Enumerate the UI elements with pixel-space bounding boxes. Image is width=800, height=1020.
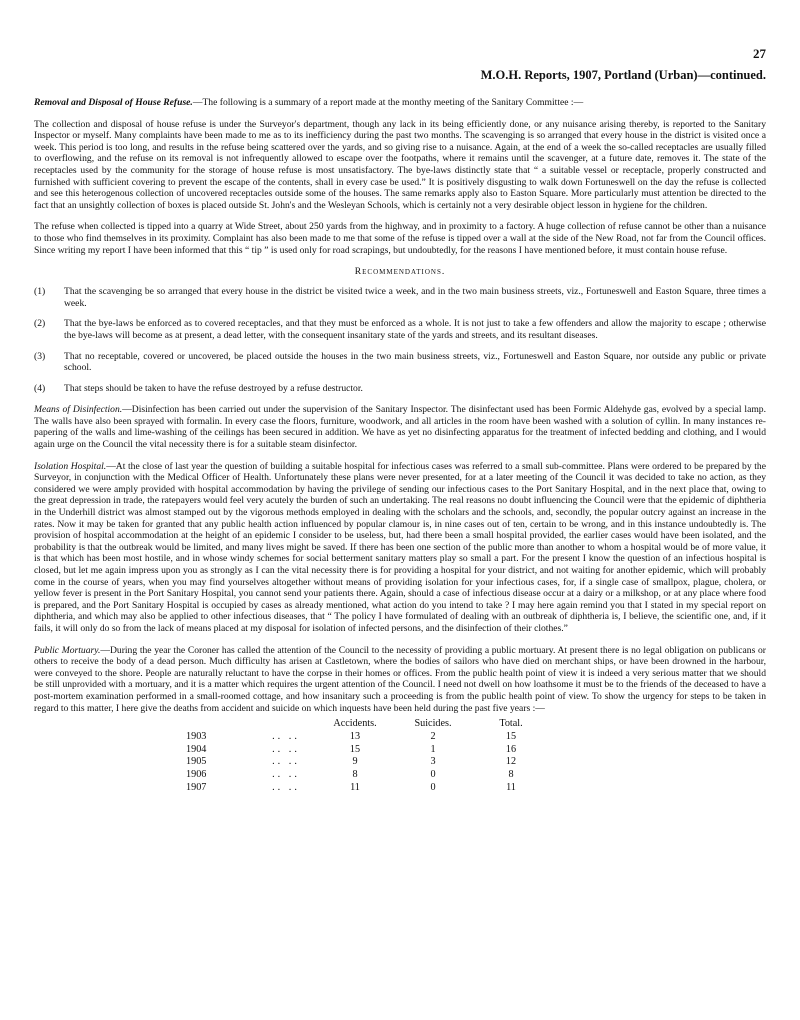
disinfection-paragraph [34, 404, 766, 450]
table-row [186, 782, 550, 795]
recommendation-number: (3) [34, 350, 46, 362]
table-row [186, 769, 550, 782]
year-cell: 1905 [186, 756, 207, 768]
total-cell: 15 [505, 731, 517, 743]
refuse-intro [34, 97, 766, 109]
disinfection-title: Means of Disinfection. [34, 404, 123, 416]
leader-dots: .. .. [272, 768, 300, 780]
accidents-column-header: Accidents. [333, 718, 377, 730]
suicides-cell: 0 [430, 768, 436, 780]
recommendations-heading: Recommendations. [354, 266, 446, 278]
table-row [186, 744, 550, 757]
total-cell: 12 [505, 756, 517, 768]
suicides-column-header: Suicides. [414, 718, 452, 730]
recommendation-item [34, 383, 766, 395]
refuse-paragraph-2: The refuse when collected is tipped into a quarry at Wide Street, about 250 yards from the highway, and in proximity to a factory. A huge collection of refuse cannot be other than a nuisance to those who find themselves in its proximity. Complaint has also been made to me that some of the refuse is tipped over a wall at the side of the New Road, not far from the Council offices. Since writing my report I have been informed that this “ tip ” is used only for road scrapings, but undoubtedly, for the reasons I have mentioned before, it must contain house refuse. [34, 221, 766, 256]
recommendation-text: That steps should be taken to have the refuse destroyed by a refuse destructor. [64, 382, 363, 394]
total-cell: 16 [505, 743, 517, 755]
isolation-paragraph [34, 461, 766, 635]
year-cell: 1903 [186, 731, 207, 743]
deaths-table [186, 718, 550, 794]
leader-dots: .. .. [272, 731, 300, 743]
recommendation-item [34, 318, 766, 341]
document-page [34, 12, 766, 794]
leader-column-header [256, 718, 316, 731]
total-cell: 8 [508, 768, 514, 780]
year-cell: 1907 [186, 781, 207, 793]
suicides-cell: 2 [430, 731, 436, 743]
recommendation-text: That the scavenging be so arranged that every house in the district be visited twice a week, and in the two main business streets, viz., Fortuneswell and Easton Square, three times a week. [64, 286, 766, 309]
recommendation-number: (1) [34, 286, 46, 298]
refuse-intro-text: —The following is a summary of a report made at the monthy meeting of the Sanitary Committee :— [192, 97, 584, 108]
suicides-cell: 1 [430, 743, 436, 755]
leader-dots: .. .. [272, 781, 300, 793]
isolation-title: Isolation Hospital. [34, 460, 107, 472]
mortuary-paragraph [34, 645, 766, 715]
disinfection-text: —Disinfection has been carried out under the supervision of the Sanitary Inspector. The disinfectant used has been Formic Aldehyde gas, evolved by a special lamp. The walls have also been sprayed with formalin. In every case the floors, furniture, woodwork, and all articles in the room have been washed with a solution of cyllin. In many instances re-papering of the walls and lime-washing of the ceilings has been secured in addition. We have as yet no disinfecting apparatus for the treatment of infected bedding and clothing, and I would again urge on the Council the vital necessity there is for a suitable steam disinfector. [34, 404, 766, 451]
total-column-header: Total. [499, 718, 523, 730]
year-cell: 1906 [186, 768, 207, 780]
deaths-table-header [186, 718, 550, 731]
running-head: M.O.H. Reports, 1907, Portland (Urban)—continued. [480, 68, 766, 82]
recommendation-item [34, 351, 766, 374]
accidents-cell: 8 [352, 768, 358, 780]
table-row [186, 756, 550, 769]
recommendation-number: (4) [34, 382, 46, 394]
table-row [186, 731, 550, 744]
accidents-cell: 13 [349, 731, 361, 743]
recommendation-text: That the bye-laws be enforced as to covered receptacles, and that they must be enforced as a whole. It is not just to take a few offenders and allow the majority to escape ; otherwise the bye-laws will become as at present, a dead letter, with the consequent insanitary state of the yards and streets, and its resultant diseases. [64, 318, 766, 341]
refuse-paragraph-1: The collection and disposal of house refuse is under the Surveyor's department, though any lack in its being efficiently done, or any nuisance arising thereby, is reported to the Sanitary Inspector or myself. Many complaints have been made to me as to its inefficiency during the past two months. The scavenging is so arranged that every house in the district is visited once a week. This period is too long, and results in the refuse being scattered over the yards, and so giving rise to a nuisance. Again, at the end of a week the so-called receptacles are usually filled to overflowing, and the refuse on its removal is not infrequently allowed to escape over the footpaths, where it remains until the scavenger, at a future date, removes it. The state of the receptacles used by the community for the storage of house refuse is most unsatisfactory. The bye-laws distinctly state that “ a suitable vessel or receptacle, properly constructed and furnished with sufficient covering to prevent the escape of the contents, shall in every case be used.” It is positively disgusting to walk down Fortuneswell on the day the refuse is collected and see this heterogenous collection of uncovered receptacles outside some of the houses. The same remarks apply also to Easton Square. More particularly must attention be directed to the fact that an unsightly collection of boxes is placed outside St. John's and the Wesleyan Schools, which is certainly not a very desirable object lesson in hygiene for the children. [34, 118, 766, 211]
recommendation-number: (2) [34, 318, 46, 330]
total-cell: 11 [506, 781, 516, 793]
suicides-cell: 0 [430, 781, 436, 793]
accidents-cell: 15 [349, 743, 361, 755]
accidents-cell: 11 [350, 781, 360, 793]
isolation-text: —At the close of last year the question of building a suitable hospital for infectious cases was referred to a small sub-committee. Plans were ordered to be prepared by the Surveyor, in conjunction with the Medical Officer of Health. Unfortunately these plans were never presented, for at a later meeting of the Council it was decided to take no action, as they considered we were amply provided with hospital accommodation by having the privilege of sending our infectious cases to the Port Sanitary Hospital, and in the next place that, owing to the great depression in trade, the ratepayers would feel very acutely the burden of such an undertaking. The real reasons no doubt influencing the Council were that the epidemic of diphtheria in the Underhill district was almost stamped out by the vigorous methods employed in dealing with the scholars and the schools, and, secondly, the popular outcry against an increase in the rates. Now it may be taken for granted that any public health action influenced by popular clamour is, in nine cases out of ten, certain to be wrong, and in this instance undoubtedly is. The provision of hospital accommodation at the height of an epidemic I consider to be useless, but, had there been a small hospital provided, the earlier cases would have been isolated, and the probability is that the outbreak would be limited, and many lives might be saved. If there has been one section of the public more than another to whom a hospital would be of more value, it is that which has been most hostile, and in whose windy schemes for social betterment sanitary matters play so small a part. For the present I know the question of an infectious hospital is closed, but let me again impress upon you as strongly as I can the vital necessity there is for providing a hospital for your district, and not waiting for another epidemic, which will probably come in the course of years, when you may find yourselves altogether without means of providing isolation for your infectious cases, for, if a single case of smallpox, plague, cholera, or yellow fever is present in the Port Sanitary Hospital, you cannot send your patients there. Again, should a case of infectious disease occur at a dairy or a milkshop, or at any place where food is prepared, and the Port Sanitary Hospital is occupied by cases as already mentioned, what action do you intend to take ? I may here again remind you that I stated in my special report on diphtheria, and which may also be applied to other infectious diseases, that “ The policy I have formulated of dealing with an outbreak of diphtheria is, I believe, the scientific one, and, if it fails, it will only do so from the lack of means placed at my disposal for isolation of infected persons, and the disinfection of their clothes.” [34, 460, 766, 634]
mortuary-title: Public Mortuary. [34, 644, 101, 656]
leader-dots: .. .. [272, 743, 300, 755]
recommendation-text: That no receptable, covered or uncovered, be placed outside the houses in the two main business streets, viz., Fortuneswell and Easton Square, nor outside any public or private school. [64, 350, 766, 374]
leader-dots: .. .. [272, 756, 300, 768]
recommendation-item [34, 286, 766, 309]
year-column-header [186, 718, 256, 731]
suicides-cell: 3 [430, 756, 436, 768]
refuse-section-title: Removal and Disposal of House Refuse. [34, 97, 193, 108]
year-cell: 1904 [186, 743, 207, 755]
accidents-cell: 9 [352, 756, 358, 768]
mortuary-text: —During the year the Coroner has called the attention of the Council to the necessity of providing a public mortuary. At present there is no legal obligation on publicans or others to receive the body of a dead person. Much difficulty has arisen at Castletown, where the bodies of sailors who have died on merchant ships, or have been drowned in the harbour, were conveyed to the shore. People are naturally reluctant to have the corpse in their homes or offices. From the public health point of view it is indeed a very serious matter that we should be still unprovided with a mortuary, and it is a matter which requires the urgent attention of the Council. I need not dwell on how loathsome it must be to the friends of the deceased to have a post-mortem examination performed in a small-roomed cottage, and how insanitary such a proceeding is from the public health point of view. To show the urgency for steps to be taken in regard to this matter, I here give the deaths from accident and suicide on which inquests have been held during the past five years :— [34, 644, 766, 714]
page-number: 27 [753, 46, 766, 61]
